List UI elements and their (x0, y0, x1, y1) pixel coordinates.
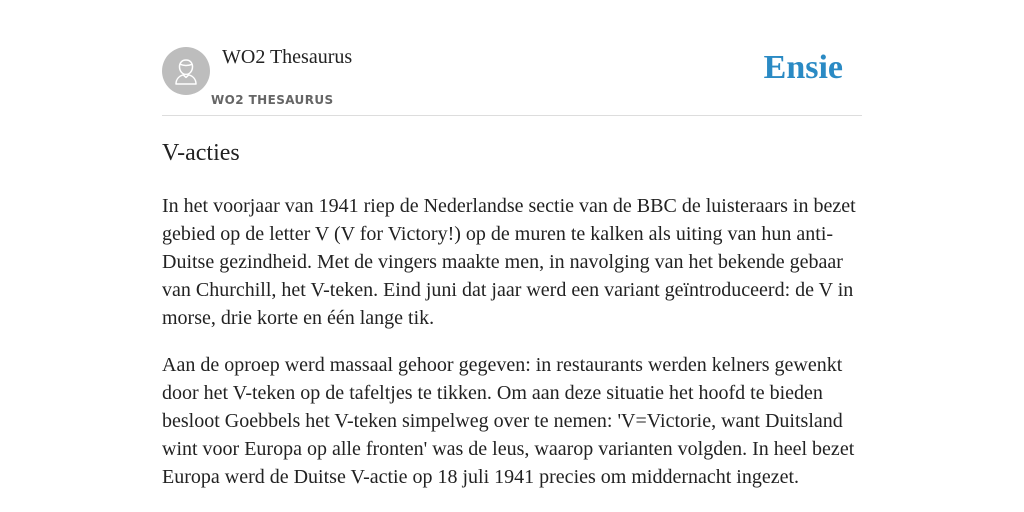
article-header (162, 0, 862, 116)
article-title: V-acties (162, 140, 240, 166)
user-icon[interactable] (162, 47, 210, 95)
article-paragraph: In het voorjaar van 1941 riep de Nederlandse sectie van de BBC de luisteraars in bezet gebied op de letter V (V for Victory!) op de muren te kalken als uiting van hun anti-Duitse gezindheid. Met de vingers maakte men, in navolging van het bekende gebaar van Churchill, het V-teken. Eind juni dat jaar werd een variant geïntroduceerd: de V in morse, drie korte en één lange tik. (162, 195, 856, 329)
brand-logo[interactable]: Ensie (763, 49, 843, 86)
article-page (162, 0, 862, 512)
author-name[interactable]: WO2 Thesaurus (222, 46, 353, 68)
article-paragraph: Aan de oproep werd massaal gehoor gegeven: in restaurants werden kelners gewenkt door het V-teken op de tafeltjes te tikken. Om aan deze situatie het hoofd te bieden besloot Goebbels het V-teken simpelweg over te nemen: 'V=Victorie, want Duitsland wint voor Europa op alle fronten' was de leus, waarop varianten volgden. In heel bezet Europa werd de Duitse V-actie op 18 juli 1941 precies om middernacht ingezet. (162, 354, 855, 488)
author-source-label[interactable]: WO2 THESAURUS (211, 93, 334, 107)
article-body (162, 192, 862, 510)
